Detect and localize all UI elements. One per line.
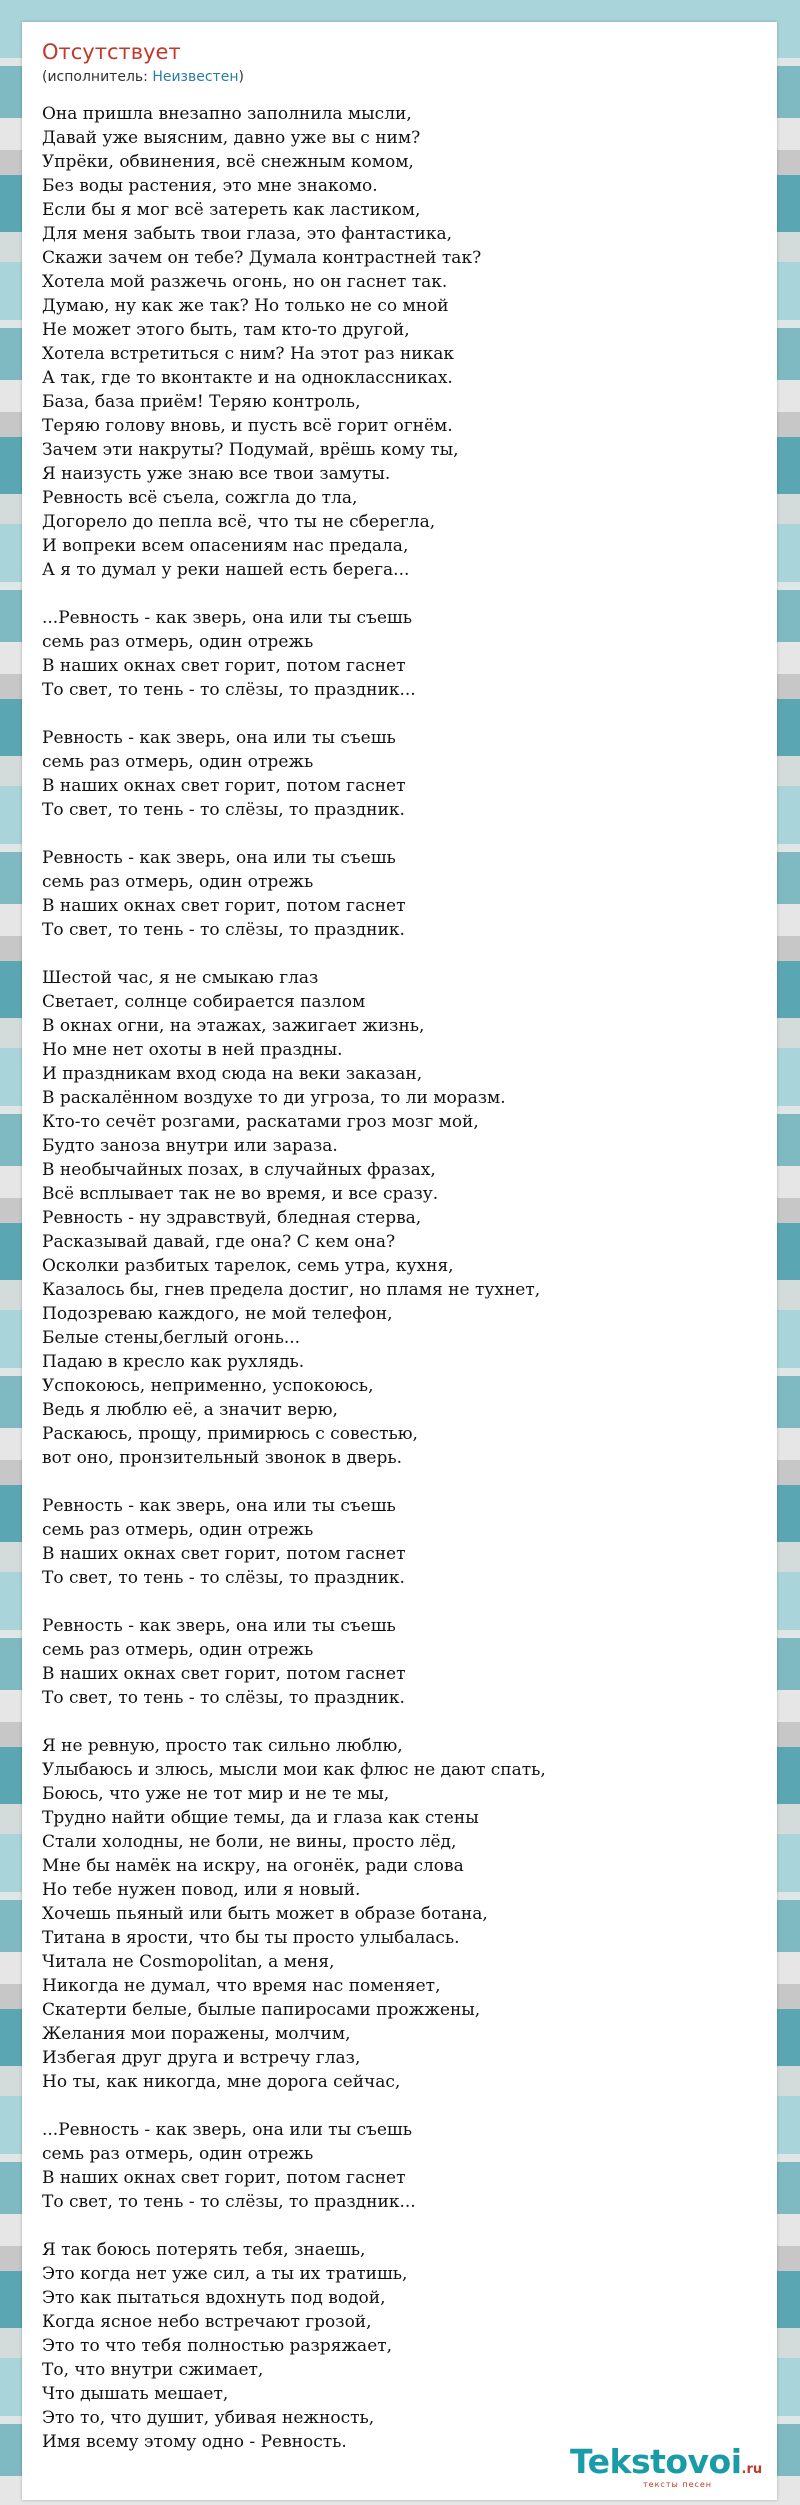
lyrics-page	[22, 22, 777, 2500]
logo-name: Tekstovoi	[570, 2442, 742, 2481]
song-title: Отсутствует	[42, 40, 181, 64]
site-logo[interactable]	[570, 2444, 775, 2496]
logo-domain: .ru	[741, 2462, 763, 2477]
performer-line	[42, 68, 244, 86]
performer-suffix: )	[238, 69, 244, 85]
performer-prefix: (исполнитель:	[42, 69, 153, 85]
performer-link[interactable]: Неизвестен	[152, 69, 239, 85]
logo-tagline: тексты песен	[643, 2480, 713, 2489]
lyrics-text: Она пришла внезапно заполнила мысли, Давай уже выясним, давно уже вы с ним? Упрёки, обвинения, всё снежным комом, Без воды растения, это мне знакомо. Если бы я мог всё затереть как ластиком, Для меня забыть твои глаза, это фантастика, Скажи зачем он тебе? Думала контрастней так? Хотела мой разжечь огонь, но он гаснет так. Думаю, ну как же так? Но только не со мной Не может этого быть, там кто-то другой, Хотела встретиться с ним? На этот раз никак А так, где то вконтакте и на одноклассниках. База, база приём! Теряю контроль, Теряю голову вновь, и пусть всё горит огнём. Зачем эти накруты? Подумай, врёшь кому ты, Я наизусть уже знаю все твои замуты. Ревность всё съела, сожгла до тла, Догорело до пепла всё, что ты не сберегла, И вопреки всем опасениям нас предала, А я то думал у реки нашей есть берега... ...Ревность - как зверь, она или ты съешь семь раз отмерь, один отрежь В наших окнах свет горит, потом гаснет То свет, то тень - то слёзы, то праздник... Ревность - как зверь, она или ты съешь семь раз отмерь, один отрежь В наших окнах свет горит, потом гаснет То свет, то тень - то слёзы, то праздник. Ревность - как зверь, она или ты съешь семь раз отмерь, один отрежь В наших окнах свет горит, потом гаснет То свет, то тень - то слёзы, то праздник. Шестой час, я не смыкаю глаз Светает, солнце собирается пазлом В окнах огни, на этажах, зажигает жизнь, Но мне нет охоты в ней праздны. И праздникам вход сюда на веки заказан, В раскалённом воздухе то ди угроза, то ли моразм. Кто-то сечёт розгами, раскатами гроз мозг мой, Будто заноза внутри или зараза. В необычайных позах, в случайных фразах, Всё всплывает так не во время, и все сразу. Ревность - ну здравствуй, бледная стерва, Расказывай давай, где она? С кем она? Осколки разбитых тарелок, семь утра, кухня, Казалось бы, гнев предела достиг, но пламя не тухнет, Подозреваю каждого, не мой телефон, Белые стены,беглый огонь... Падаю в кресло как рухлядь. Успокоюсь, неприменно, успокоюсь, Ведь я люблю её, а значит верю, Раскаюсь, прощу, примирюсь с совестью, вот оно, пронзительный звонок в дверь. Ревность - как зверь, она или ты съешь семь раз отмерь, один отрежь В наших окнах свет горит, потом гаснет То свет, то тень - то слёзы, то праздник. Ревность - как зверь, она или ты съешь семь раз отмерь, один отрежь В наших окнах свет горит, потом гаснет То свет, то тень - то слёзы, то праздник. Я не ревную, просто так сильно люблю, Улыбаюсь и злюсь, мысли мои как флюс не дают спать, Боюсь, что уже не тот мир и не те мы, Трудно найти общие темы, да и глаза как стены Стали холодны, не боли, не вины, просто лёд, Мне бы намёк на искру, на огонёк, ради слова Но тебе нужен повод, или я новый. Хочешь пьяный или быть может в образе ботана, Титана в ярости, что бы ты просто улыбалась. Читала не Cosmopolitan, а меня, Никогда не думал, что время нас поменяет, Скатерти белые, былые папиросами прожжены, Желания мои поражены, молчим, Избегая друг друга и встречу глаз, Но ты, как никогда, мне дорога сейчас, ...Ревность - как зверь, она или ты съешь семь раз отмерь, один отрежь В наших окнах свет горит, потом гаснет То свет, то тень - то слёзы, то праздник... Я так боюсь потерять тебя, знаешь, Это когда нет уже сил, а ты их тратишь, Это как пытаться вдохнуть под водой, Когда ясное небо встречают грозой, Это то что тебя полностью разряжает, То, что внутри сжимает, Что дышать мешает, Это то, что душит, убивая нежность, Имя всему этому одно - Ревность.	[42, 104, 546, 2452]
